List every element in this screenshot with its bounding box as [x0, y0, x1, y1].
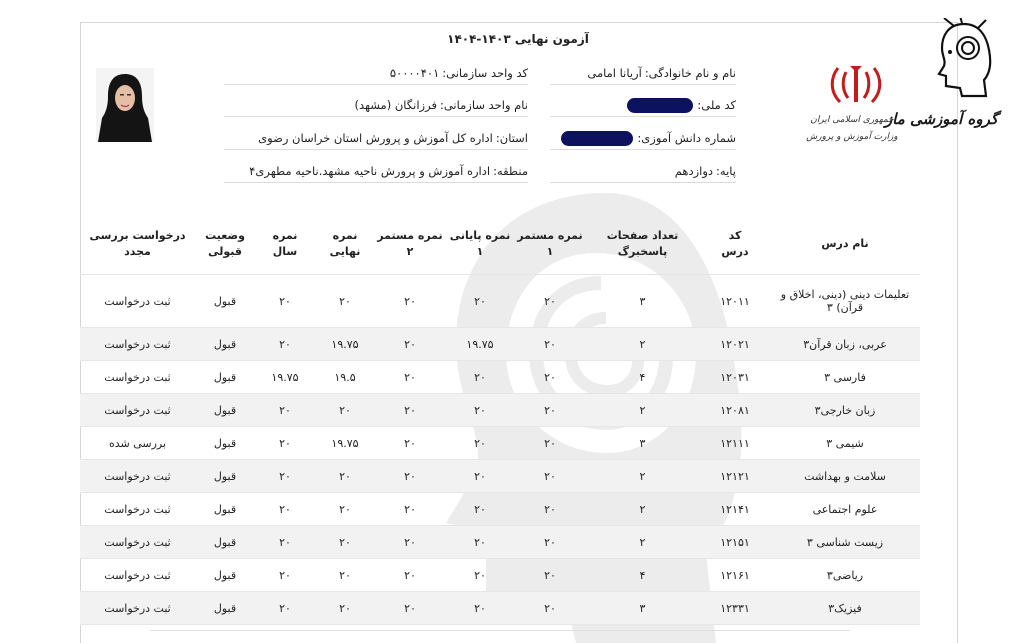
student-number-redaction: [561, 131, 633, 146]
cell-status: قبول: [195, 427, 255, 460]
table-row: [80, 460, 920, 493]
cell-year: ۲۰: [255, 328, 315, 361]
cell-pages: ۴: [585, 559, 700, 592]
cell-course: علوم اجتماعی: [770, 493, 920, 526]
province-label: استان:: [495, 131, 528, 145]
cell-pages: ۲: [585, 493, 700, 526]
cell-status: قبول: [195, 493, 255, 526]
unit-name-label: نام واحد سازمانی:: [439, 98, 528, 112]
student-photo: [96, 68, 154, 142]
cell-code: ۱۲۱۶۱: [700, 559, 770, 592]
cell-final1: ۲۰: [445, 493, 515, 526]
national-code-field: [550, 94, 736, 117]
emblem-line-2: وزارت آموزش و پرورش: [806, 132, 898, 142]
cell-code: ۱۲۱۵۱: [700, 526, 770, 559]
emblem-line-1: جمهوری اسلامی ایران: [810, 115, 894, 125]
cell-pages: ۳: [585, 592, 700, 625]
cell-pages: ۳: [585, 275, 700, 328]
cell-cont2: ۲۰: [375, 427, 445, 460]
student-number-label: شماره دانش آموزی:: [637, 131, 736, 145]
cell-cont2: ۲۰: [375, 460, 445, 493]
cell-pages: ۲: [585, 394, 700, 427]
region-field: [224, 160, 528, 183]
unit-name-value: فرزانگان (مشهد): [354, 98, 437, 112]
submit-request-link[interactable]: ثبت درخواست: [80, 361, 195, 394]
cell-status: قبول: [195, 394, 255, 427]
cell-code: ۱۲۰۲۱: [700, 328, 770, 361]
student-number-field: [550, 127, 736, 150]
cell-course: فارسی ۳: [770, 361, 920, 394]
cell-year: ۲۰: [255, 275, 315, 328]
national-code-redaction: [627, 98, 693, 113]
cell-final: ۱۹.۷۵: [315, 427, 375, 460]
cell-cont1: ۲۰: [515, 427, 585, 460]
cell-final1: ۱۹.۷۵: [445, 328, 515, 361]
cell-code: ۱۲۱۱۱: [700, 427, 770, 460]
cell-course: زبان خارجی۳: [770, 394, 920, 427]
cell-year: ۲۰: [255, 394, 315, 427]
cell-cont1: ۲۰: [515, 328, 585, 361]
table-header-row: [80, 214, 920, 275]
cell-course: ریاضی۳: [770, 559, 920, 592]
cell-final1: ۲۰: [445, 460, 515, 493]
cell-cont2: ۲۰: [375, 526, 445, 559]
table-row: [80, 559, 920, 592]
cell-final1: ۲۰: [445, 361, 515, 394]
cell-final: ۱۹.۵: [315, 361, 375, 394]
cell-code: ۱۲۳۳۱: [700, 592, 770, 625]
cell-code: ۱۲۰۸۱: [700, 394, 770, 427]
cell-pages: ۲: [585, 526, 700, 559]
cell-code: ۱۲۱۲۱: [700, 460, 770, 493]
cell-cont1: ۲۰: [515, 559, 585, 592]
cell-cont2: ۲۰: [375, 361, 445, 394]
cell-final: ۲۰: [315, 559, 375, 592]
submit-request-link[interactable]: ثبت درخواست: [80, 394, 195, 427]
table-row: [80, 328, 920, 361]
cell-status: قبول: [195, 328, 255, 361]
cell-cont1: ۲۰: [515, 493, 585, 526]
region-label: منطقه:: [493, 164, 528, 178]
cell-year: ۲۰: [255, 559, 315, 592]
unit-code-field: [224, 62, 528, 85]
col-code: کد درس: [700, 214, 770, 275]
col-year-grade: نمره سال: [255, 214, 315, 275]
cell-cont2: ۲۰: [375, 559, 445, 592]
cell-final: ۲۰: [315, 493, 375, 526]
cell-status: قبول: [195, 559, 255, 592]
cell-status: قبول: [195, 460, 255, 493]
cell-cont2: ۲۰: [375, 394, 445, 427]
emblem-caption: [802, 112, 902, 146]
table-row: [80, 361, 920, 394]
cell-cont1: ۲۰: [515, 460, 585, 493]
unit-code-value: ۵۰۰۰۰۴۰۱: [389, 66, 440, 80]
col-pages: تعداد صفحات پاسخبرگ: [585, 214, 700, 275]
cell-cont1: ۲۰: [515, 361, 585, 394]
submit-request-link[interactable]: ثبت درخواست: [80, 592, 195, 625]
cell-cont1: ۲۰: [515, 394, 585, 427]
cell-final: ۲۰: [315, 275, 375, 328]
cell-final1: ۲۰: [445, 592, 515, 625]
province-value: اداره کل آموزش و پرورش استان خراسان رضوی: [258, 131, 493, 145]
region-value: اداره آموزش و پرورش ناحیه مشهد.ناحیه مطهری۴: [249, 164, 491, 178]
cell-pages: ۴: [585, 361, 700, 394]
student-name-field: [550, 62, 736, 85]
exam-title: آزمون نهایی ۱۴۰۳-۱۴۰۴: [447, 32, 589, 46]
submit-request-link[interactable]: ثبت درخواست: [80, 493, 195, 526]
col-continuous-2: نمره مستمر ۲: [375, 214, 445, 275]
grade-level-value: دوازدهم: [674, 164, 714, 178]
cell-code: ۱۲۱۴۱: [700, 493, 770, 526]
cell-course: شیمی ۳: [770, 427, 920, 460]
cell-final1: ۲۰: [445, 394, 515, 427]
col-final-exam-1: نمره پایانی ۱: [445, 214, 515, 275]
cell-final1: ۲۰: [445, 526, 515, 559]
cell-pages: ۲: [585, 460, 700, 493]
cell-year: ۲۰: [255, 460, 315, 493]
cell-year: ۲۰: [255, 526, 315, 559]
cell-cont2: ۲۰: [375, 275, 445, 328]
cell-final: ۲۰: [315, 592, 375, 625]
table-row: [80, 394, 920, 427]
submit-request-link[interactable]: ثبت درخواست: [80, 559, 195, 592]
head-maze-icon: [934, 18, 994, 98]
col-review: درخواست بررسی مجدد: [80, 214, 195, 275]
cell-course: تعلیمات دینی (دینی، اخلاق و قرآن) ۳: [770, 275, 920, 328]
cell-code: ۱۲۰۳۱: [700, 361, 770, 394]
unit-name-field: [224, 94, 528, 117]
table-row: [80, 493, 920, 526]
cell-pages: ۲: [585, 328, 700, 361]
cell-cont2: ۲۰: [375, 328, 445, 361]
cell-status: قبول: [195, 592, 255, 625]
cell-cont2: ۲۰: [375, 493, 445, 526]
grade-level-field: [550, 160, 736, 183]
cell-course: زیست شناسی ۳: [770, 526, 920, 559]
cell-course: سلامت و بهداشت: [770, 460, 920, 493]
cell-final1: ۲۰: [445, 427, 515, 460]
cell-year: ۱۹.۷۵: [255, 361, 315, 394]
col-final-grade: نمره نهایی: [315, 214, 375, 275]
cell-status: قبول: [195, 361, 255, 394]
cell-final: ۱۹.۷۵: [315, 328, 375, 361]
iran-emblem-icon: [828, 62, 884, 108]
submit-request-link[interactable]: ثبت درخواست: [80, 328, 195, 361]
cell-status: قبول: [195, 275, 255, 328]
student-name-label: نام و نام خانوادگی:: [644, 66, 736, 80]
cell-year: ۲۰: [255, 427, 315, 460]
national-code-label: کد ملی:: [697, 98, 736, 112]
cell-final: ۲۰: [315, 460, 375, 493]
cell-code: ۱۲۰۱۱: [700, 275, 770, 328]
cell-year: ۲۰: [255, 493, 315, 526]
grade-level-label: پایه:: [716, 164, 736, 178]
submit-request-link[interactable]: ثبت درخواست: [80, 275, 195, 328]
cell-status: قبول: [195, 526, 255, 559]
table-row: [80, 526, 920, 559]
cell-course: عربی، زبان قرآن۳: [770, 328, 920, 361]
table-row: [80, 592, 920, 625]
cell-cont1: ۲۰: [515, 526, 585, 559]
grades-table: [80, 214, 920, 625]
submit-request-link[interactable]: ثبت درخواست: [80, 526, 195, 559]
submit-request-link[interactable]: ثبت درخواست: [80, 460, 195, 493]
cell-cont1: ۲۰: [515, 592, 585, 625]
cell-cont1: ۲۰: [515, 275, 585, 328]
col-course: نام درس: [770, 214, 920, 275]
col-continuous-1: نمره مستمر ۱: [515, 214, 585, 275]
cell-cont2: ۲۰: [375, 592, 445, 625]
cell-course: فیزیک۳: [770, 592, 920, 625]
student-name-value: آریانا امامی: [587, 66, 642, 80]
brand-name: گروه آموزشی ماز: [884, 110, 998, 128]
province-field: [224, 127, 528, 150]
col-status: وضعیت قبولی: [195, 214, 255, 275]
table-row: [80, 275, 920, 328]
cell-year: ۲۰: [255, 592, 315, 625]
table-row: [80, 427, 920, 460]
cell-final1: ۲۰: [445, 559, 515, 592]
cell-final: ۲۰: [315, 526, 375, 559]
cell-pages: ۳: [585, 427, 700, 460]
cell-final1: ۲۰: [445, 275, 515, 328]
cell-final: ۲۰: [315, 394, 375, 427]
reviewed-status: بررسی شده: [80, 427, 195, 460]
unit-code-label: کد واحد سازمانی:: [442, 66, 528, 80]
